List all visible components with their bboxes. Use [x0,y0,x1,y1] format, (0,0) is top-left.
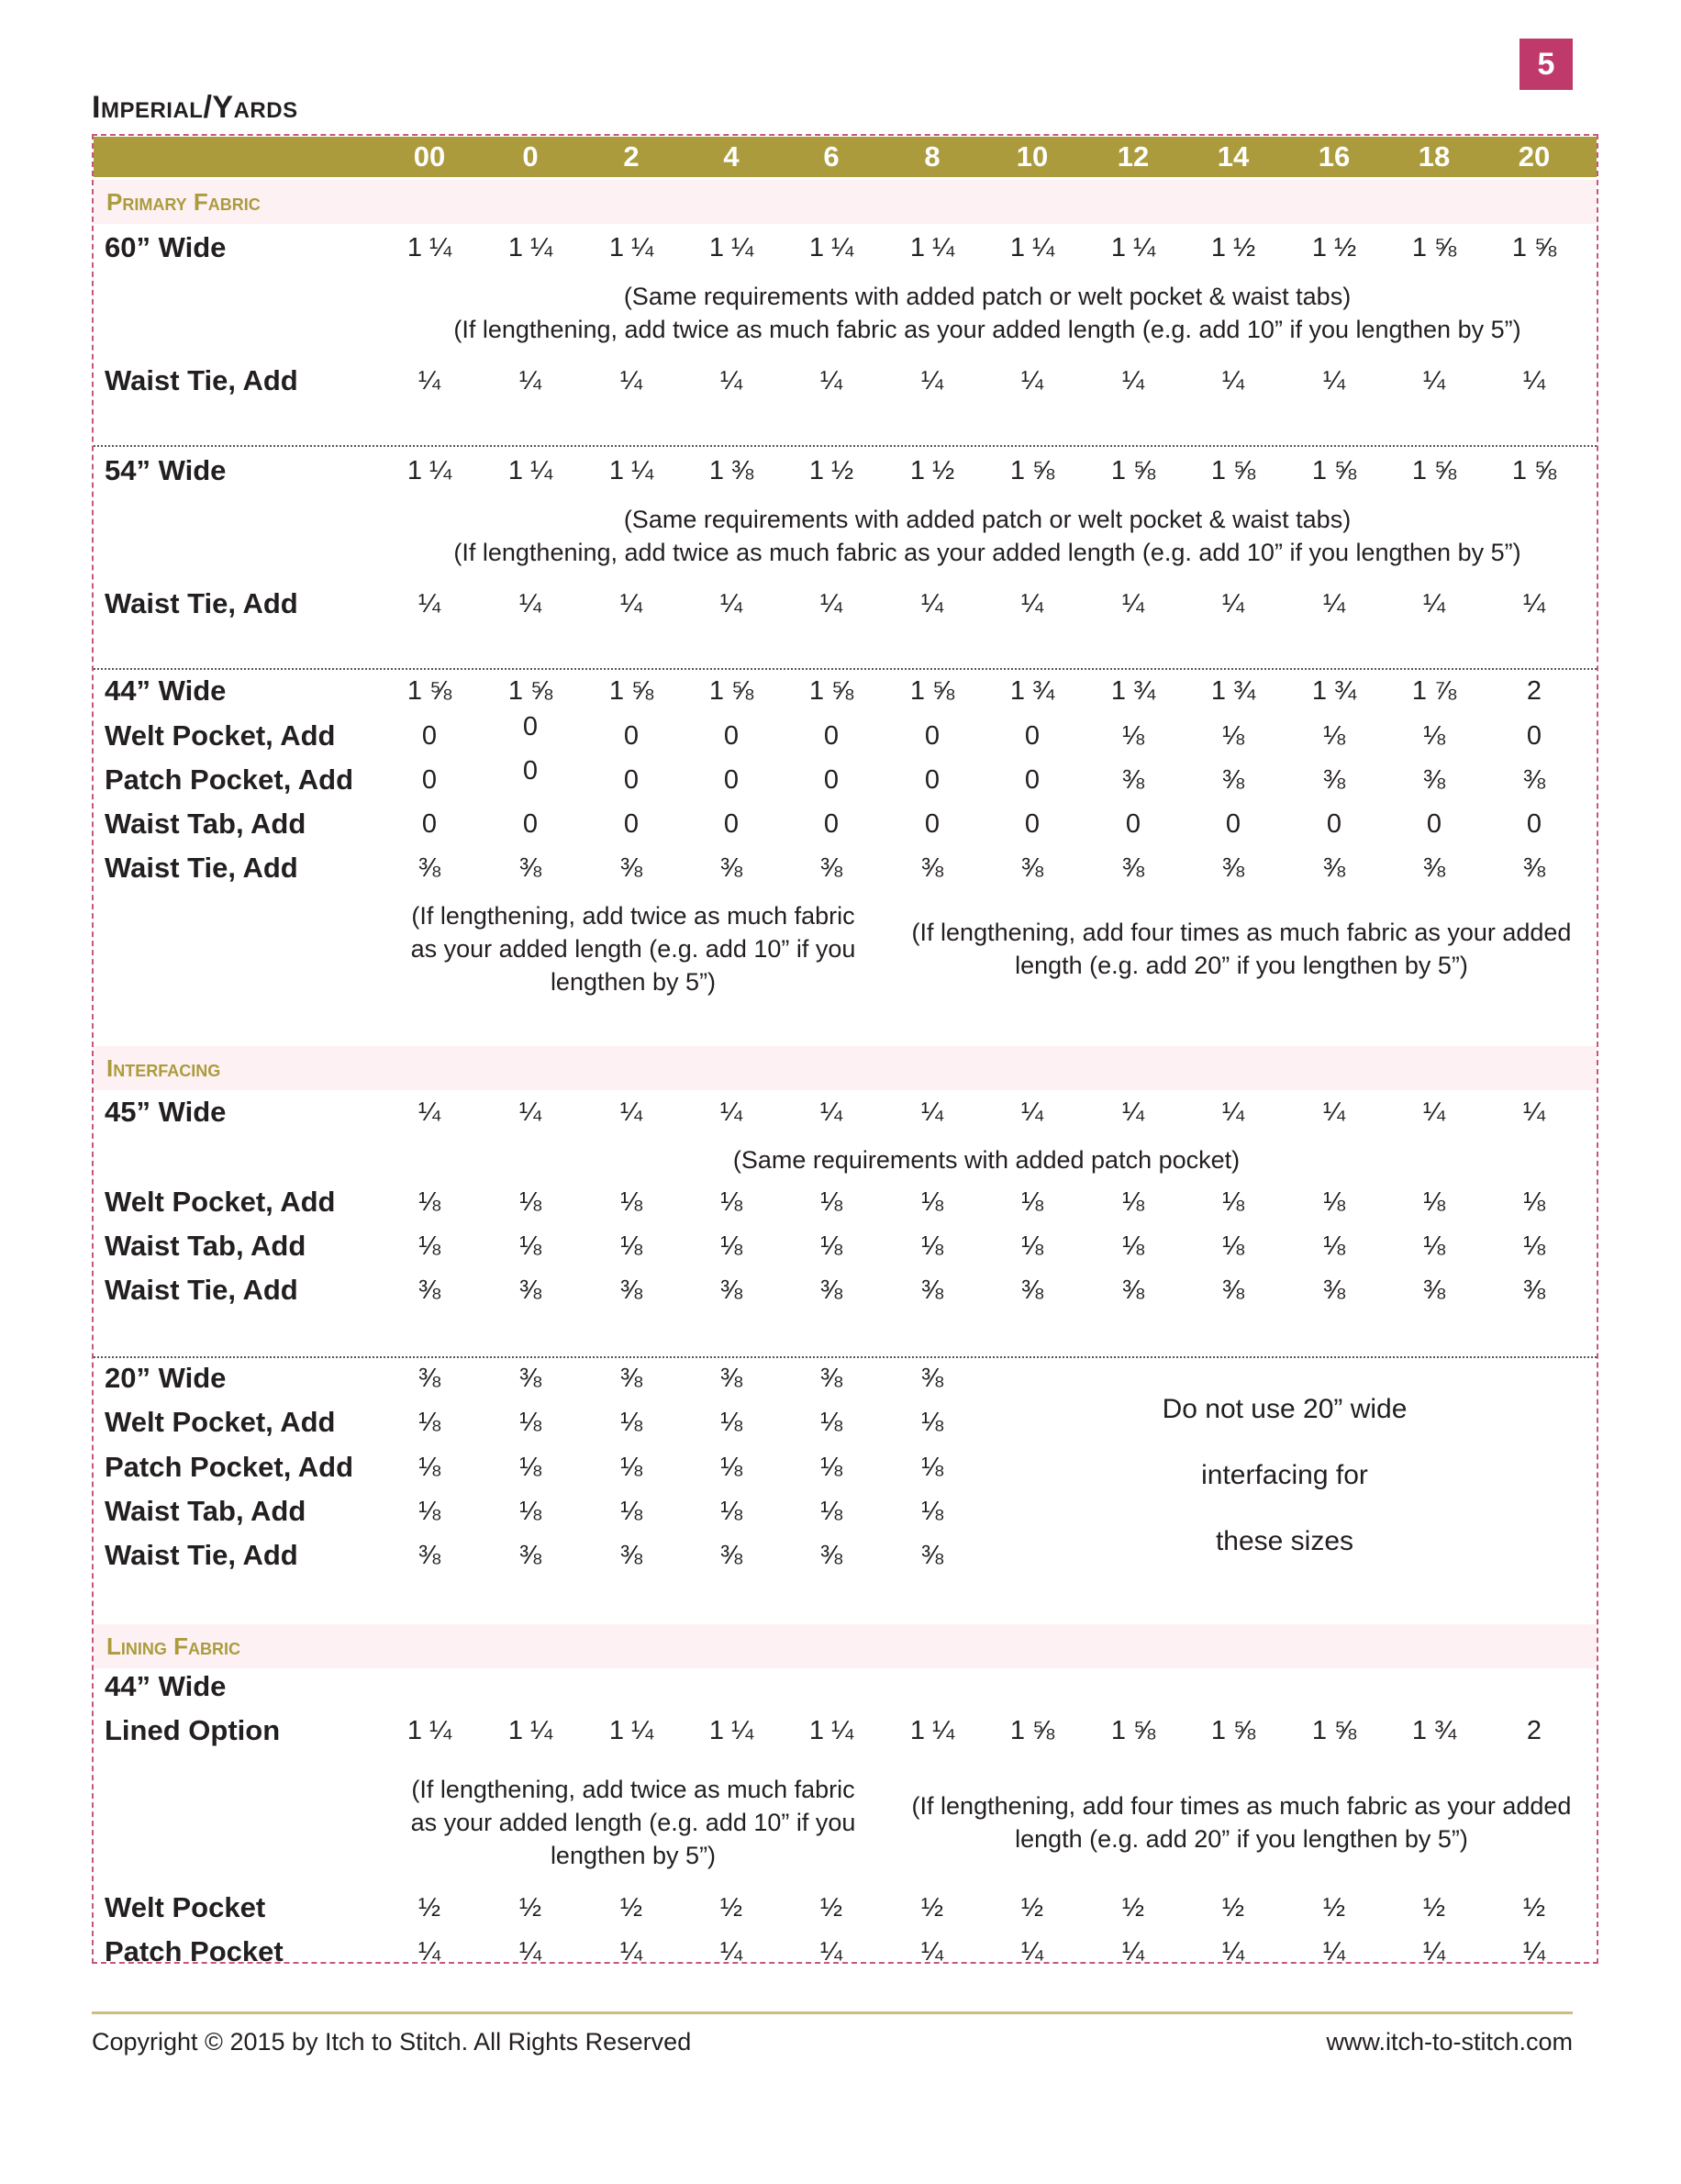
table-cell: ⅛ [417,1497,441,1526]
table-cell: ⅛ [819,1231,843,1261]
table-cell: 0 [924,721,941,751]
table-cell: ⅜ [518,1364,542,1393]
table-cell: ¼ [1020,366,1044,396]
table-cell: 1 ¼ [406,1716,452,1745]
table-cell: ⅜ [920,1541,944,1570]
note-line: length (e.g. add 20” if you lengthen by 5”) [1015,952,1468,979]
table-cell: ⅜ [1221,1276,1245,1305]
table-cell: ¼ [1121,1098,1145,1127]
table-cell: 1 ¼ [406,456,452,485]
table-cell: ½ [417,1893,441,1922]
note-line: interfacing for [1201,1460,1368,1490]
table-cell: ¼ [1020,589,1044,618]
table-cell: ¼ [819,366,843,396]
table-cell: ¼ [1322,589,1346,618]
table-cell: ¼ [1221,1937,1245,1967]
table-cell: ⅜ [920,1276,944,1305]
table-cell: ⅜ [920,1364,944,1393]
row-label: Welt Pocket, Add [105,1186,336,1218]
table-cell: ⅜ [920,853,944,883]
row-label: Welt Pocket [105,1891,266,1923]
table-cell: ⅜ [1221,853,1245,883]
table-cell: ⅜ [518,1276,542,1305]
table-cell: ⅛ [719,1497,743,1526]
table-cell: 1 ¼ [1110,233,1156,262]
table-cell: ⅜ [417,1364,441,1393]
row-label: 44” Wide [105,674,227,707]
table-cell: 1 ⅝ [1110,1716,1156,1745]
row-label: Patch Pocket, Add [105,763,354,796]
table-cell: 0 [1426,809,1442,839]
table-cell: ⅜ [1020,1276,1044,1305]
size-header-16: 16 [1318,140,1351,173]
size-header-00: 00 [413,140,446,173]
table-cell: 0 [924,809,941,839]
row-label: Waist Tie, Add [105,364,298,396]
table-cell: ¼ [1020,1098,1044,1127]
table-cell: ⅜ [1121,1276,1145,1305]
table-cell: ⅛ [619,1408,643,1437]
note-line: lengthen by 5”) [550,1842,717,1869]
table-cell: 0 [623,721,640,751]
table-cell: ⅛ [1522,1187,1546,1217]
table-cell: ⅜ [719,853,743,883]
table-cell: ½ [719,1893,743,1922]
table-cell: ⅜ [1121,765,1145,795]
table-cell: ¼ [1422,1937,1446,1967]
table-cell: ⅛ [1121,721,1145,751]
size-header-0: 0 [522,140,539,173]
table-cell: 0 [1225,809,1241,839]
row-label: Welt Pocket, Add [105,719,336,752]
note-line: lengthen by 5”) [550,968,717,996]
table-cell: ⅜ [619,1276,643,1305]
table-cell: ⅜ [417,1541,441,1570]
table-cell: ¼ [1522,589,1546,618]
table-cell: ¼ [1121,366,1145,396]
table-cell: 1 ¼ [406,233,452,262]
note-no-20-wide [1055,1376,1514,1575]
table-cell: ⅜ [1322,853,1346,883]
table-cell: 1 ¾ [1411,1716,1457,1745]
note-line: (If lengthening, add twice as much fabric [411,1776,855,1803]
row-label: Lined Option [105,1714,281,1746]
note-four-44 [886,916,1597,982]
note-line: these sizes [1215,1526,1354,1556]
note-same-req-54 [367,503,1608,569]
page-number-badge: 5 [1520,39,1573,90]
table-cell: ¼ [719,589,743,618]
table-cell: ¼ [1020,1937,1044,1967]
table-cell: 0 [723,809,740,839]
row-label: 20” Wide [105,1362,227,1394]
row-label: Waist Tie, Add [105,852,298,884]
table-cell: 1 ¼ [808,1716,854,1745]
table-cell: ¼ [920,366,944,396]
table-cell: ⅜ [1322,765,1346,795]
table-cell: ¼ [719,1937,743,1967]
table-cell: ⅛ [1121,1231,1145,1261]
table-cell: 1 ¾ [1210,676,1256,706]
table-cell: ⅛ [518,1231,542,1261]
table-cell: 1 ⅜ [708,456,754,485]
table-cell: 1 ⅝ [909,676,955,706]
table-cell: 1 ¼ [507,1716,553,1745]
table-cell: ⅛ [1322,721,1346,751]
table-cell: ⅜ [1522,1276,1546,1305]
size-header-12: 12 [1117,140,1150,173]
table-cell: ⅛ [417,1231,441,1261]
table-cell: ¼ [819,1937,843,1967]
table-cell: ¼ [417,1937,441,1967]
table-cell: ⅛ [1020,1187,1044,1217]
row-label: Patch Pocket, Add [105,1451,354,1483]
table-cell: ⅜ [819,853,843,883]
table-cell: 1 ⅝ [1511,456,1557,485]
table-cell: ⅜ [1221,765,1245,795]
table-cell: ⅛ [920,1497,944,1526]
table-cell: ⅜ [1422,853,1446,883]
table-cell: 1 ¼ [909,1716,955,1745]
row-label: Waist Tab, Add [105,1230,306,1262]
table-cell: 1 ½ [1210,233,1256,262]
table-cell: 0 [823,809,840,839]
table-cell: ⅜ [417,1276,441,1305]
table-cell: ⅛ [719,1231,743,1261]
size-header-8: 8 [924,140,941,173]
table-cell: ¼ [518,1937,542,1967]
table-cell: ¼ [1422,589,1446,618]
table-cell: ⅜ [1322,1276,1346,1305]
size-header-20: 20 [1518,140,1551,173]
size-header-10: 10 [1016,140,1049,173]
table-cell: ¼ [1221,589,1245,618]
table-cell: 1 ⅝ [1411,456,1457,485]
table-cell: 1 ⅝ [708,676,754,706]
table-cell: ½ [1522,1893,1546,1922]
table-cell: ½ [1121,1893,1145,1922]
note-twice-44 [385,899,881,998]
table-cell: ½ [619,1893,643,1922]
table-cell: 1 ¼ [708,1716,754,1745]
note-line: (Same requirements with added patch or welt pocket & waist tabs) [623,506,1352,533]
table-cell: ¼ [719,366,743,396]
table-cell: ⅜ [417,853,441,883]
section-band-primary [94,180,1597,224]
table-cell: ⅛ [1322,1187,1346,1217]
table-cell: 1 ⅝ [507,676,553,706]
table-cell: ⅜ [1422,1276,1446,1305]
table-cell: ⅛ [619,1187,643,1217]
row-label: 44” Wide [105,1670,227,1702]
section-band-interfacing [94,1046,1597,1090]
table-cell: 1 ⅝ [1311,456,1357,485]
table-cell: ⅜ [1422,765,1446,795]
table-cell: ¼ [1522,366,1546,396]
row-label: Waist Tab, Add [105,808,306,840]
table-cell: ¼ [619,1937,643,1967]
table-cell: ⅜ [719,1541,743,1570]
table-cell: ¼ [1221,366,1245,396]
table-cell: ¼ [1522,1937,1546,1967]
row-label: Waist Tie, Add [105,1274,298,1306]
note-line: (Same requirements with added patch pocket) [732,1146,1241,1174]
row-label: Waist Tie, Add [105,587,298,619]
note-line: Do not use 20” wide [1162,1394,1408,1424]
table-cell: 1 ½ [808,456,854,485]
table-cell: ⅜ [619,853,643,883]
table-cell: 1 ⅝ [608,676,654,706]
table-cell: 0 [421,765,438,795]
table-cell: 0 [522,809,539,839]
footer-website: www.itch-to-stitch.com [1326,2028,1573,2056]
table-cell: ⅛ [518,1187,542,1217]
table-cell: ¼ [417,589,441,618]
table-cell: 0 [623,765,640,795]
row-label: Welt Pocket, Add [105,1406,336,1438]
table-cell: ½ [1221,1893,1245,1922]
table-cell: 1 ¼ [808,233,854,262]
table-cell: ⅛ [1422,721,1446,751]
note-line: (If lengthening, add twice as much fabric [411,902,855,930]
row-label: Patch Pocket [105,1935,284,1967]
note-same-req-60 [367,280,1608,346]
table-cell: ⅛ [920,1231,944,1261]
table-cell: ½ [1020,1893,1044,1922]
table-cell: ½ [920,1893,944,1922]
row-label: Waist Tie, Add [105,1539,298,1571]
table-cell: ¼ [1322,366,1346,396]
table-cell: ⅜ [1522,765,1546,795]
table-cell: ⅛ [819,1453,843,1482]
table-cell: 1 ¾ [1311,676,1357,706]
table-cell: ⅛ [1221,721,1245,751]
table-cell: ¼ [819,589,843,618]
table-cell: 1 ⅝ [1411,233,1457,262]
table-cell: 1 ⅝ [1311,1716,1357,1745]
table-cell: 1 ⅞ [1411,676,1457,706]
table-cell: ¼ [819,1098,843,1127]
footer-rule [92,2011,1573,2014]
table-cell: 0 [723,765,740,795]
table-cell: ¼ [719,1098,743,1127]
row-label: 60” Wide [105,231,227,263]
table-cell: ¼ [920,1937,944,1967]
table-cell: 1 ½ [1311,233,1357,262]
divider-20 [94,1356,1597,1358]
table-cell: ⅜ [518,853,542,883]
divider-44 [94,668,1597,670]
note-twice-lining [385,1773,881,1872]
note-line: as your added length (e.g. add 10” if you [410,1809,856,1836]
table-cell: 0 [1326,809,1342,839]
divider-54 [94,445,1597,447]
note-line: (Same requirements with added patch or welt pocket & waist tabs) [623,283,1352,310]
table-cell: ⅛ [920,1408,944,1437]
table-cell: ⅜ [719,1364,743,1393]
table-cell: ¼ [1522,1098,1546,1127]
table-cell: 1 ⅝ [1210,456,1256,485]
table-cell: ⅛ [719,1408,743,1437]
table-cell: 0 [421,721,438,751]
table-cell: ⅛ [1422,1187,1446,1217]
table-cell: ⅛ [1020,1231,1044,1261]
table-cell: ¼ [1322,1937,1346,1967]
row-label: Waist Tab, Add [105,1495,306,1527]
table-cell: ⅛ [819,1408,843,1437]
table-cell: ⅛ [1522,1231,1546,1261]
row-label: 54” Wide [105,454,227,486]
table-cell: 2 [1526,676,1542,706]
table-cell: 1 ⅝ [1009,456,1055,485]
section-label-interfacing: Interfacing [106,1054,221,1082]
section-band-lining [94,1624,1597,1668]
table-cell: 1 ⅝ [1210,1716,1256,1745]
table-cell: ⅜ [819,1276,843,1305]
table-cell: ⅛ [719,1187,743,1217]
table-cell: 2 [1526,1716,1542,1745]
table-cell: 1 ¼ [608,456,654,485]
size-header-4: 4 [723,140,740,173]
table-cell: ⅛ [518,1497,542,1526]
table-cell: ¼ [518,589,542,618]
table-cell: 0 [1526,809,1542,839]
table-cell: 1 ¾ [1009,676,1055,706]
note-line: (If lengthening, add twice as much fabric as your added length (e.g. add 10” if you lengthen by 5”) [453,316,1521,343]
table-cell: 1 ¼ [507,233,553,262]
table-cell: 0 [723,721,740,751]
table-cell: ¼ [920,589,944,618]
table-cell: 0 [522,756,539,786]
table-cell: 1 ¼ [608,233,654,262]
table-cell: 1 ¼ [608,1716,654,1745]
footer-copyright: Copyright © 2015 by Itch to Stitch. All Rights Reserved [92,2028,692,2056]
note-line: (If lengthening, add four times as much fabric as your added [911,1792,1572,1820]
table-cell: ⅜ [1522,853,1546,883]
table-cell: 1 ¾ [1110,676,1156,706]
table-cell: 0 [522,712,539,741]
table-cell: 0 [623,809,640,839]
table-cell: 0 [1125,809,1141,839]
table-cell: ¼ [518,1098,542,1127]
table-cell: ¼ [518,366,542,396]
table-cell: ½ [1322,1893,1346,1922]
table-cell: ⅜ [619,1541,643,1570]
page-title: Imperial/Yards [92,90,298,125]
table-cell: ⅛ [719,1453,743,1482]
size-header-18: 18 [1418,140,1451,173]
table-cell: ⅛ [417,1187,441,1217]
note-line: (If lengthening, add four times as much fabric as your added [911,919,1572,946]
table-cell: 1 ⅝ [1511,233,1557,262]
table-cell: 1 ⅝ [406,676,452,706]
section-label-lining: Lining Fabric [106,1632,240,1660]
table-cell: 0 [1024,809,1041,839]
table-cell: ¼ [1422,1098,1446,1127]
table-cell: ⅛ [619,1453,643,1482]
table-cell: ½ [819,1893,843,1922]
table-cell: ⅜ [719,1276,743,1305]
table-cell: ⅜ [1121,853,1145,883]
table-cell: ⅛ [518,1453,542,1482]
table-cell: 0 [1024,721,1041,751]
table-cell: 1 ⅝ [1009,1716,1055,1745]
table-cell: ⅛ [417,1408,441,1437]
table-cell: ⅜ [518,1541,542,1570]
section-label-primary: Primary Fabric [106,188,261,216]
table-cell: ⅛ [1221,1187,1245,1217]
table-cell: 1 ¼ [708,233,754,262]
table-cell: ⅛ [1422,1231,1446,1261]
table-cell: ¼ [1422,366,1446,396]
note-line: (If lengthening, add twice as much fabric as your added length (e.g. add 10” if you lengthen by 5”) [453,539,1521,566]
table-cell: 0 [1024,765,1041,795]
table-cell: ⅜ [1020,853,1044,883]
table-cell: ⅛ [1121,1187,1145,1217]
table-cell: ⅛ [819,1497,843,1526]
table-cell: ⅛ [920,1187,944,1217]
table-cell: 1 ⅝ [1110,456,1156,485]
row-label: 45” Wide [105,1096,227,1128]
table-cell: 1 ⅝ [808,676,854,706]
note-line: as your added length (e.g. add 10” if you [410,935,856,963]
table-cell: ⅜ [819,1541,843,1570]
table-cell: 1 ¼ [909,233,955,262]
table-cell: ¼ [1121,589,1145,618]
table-cell: 1 ¼ [1009,233,1055,262]
table-cell: ⅛ [819,1187,843,1217]
table-cell: ⅛ [619,1497,643,1526]
table-cell: ⅛ [920,1453,944,1482]
table-cell: 0 [823,721,840,751]
table-cell: 0 [1526,721,1542,751]
table-cell: 1 ¼ [507,456,553,485]
table-cell: ½ [1422,1893,1446,1922]
table-cell: ¼ [619,1098,643,1127]
table-cell: ⅜ [819,1364,843,1393]
note-line: length (e.g. add 20” if you lengthen by 5”) [1015,1825,1468,1853]
table-cell: ⅛ [518,1408,542,1437]
table-cell: 0 [924,765,941,795]
table-cell: ¼ [1221,1098,1245,1127]
table-cell: ¼ [417,1098,441,1127]
table-cell: ¼ [920,1098,944,1127]
size-header-2: 2 [623,140,640,173]
table-cell: ⅜ [619,1364,643,1393]
note-four-lining [886,1789,1597,1855]
table-cell: ⅛ [1221,1231,1245,1261]
table-cell: ¼ [619,589,643,618]
size-header-6: 6 [823,140,840,173]
table-cell: ⅛ [417,1453,441,1482]
table-cell: 0 [823,765,840,795]
table-cell: ¼ [1121,1937,1145,1967]
table-cell: 1 ½ [909,456,955,485]
note-interfacing-same [551,1143,1422,1176]
table-cell: ⅛ [1322,1231,1346,1261]
table-cell: 0 [421,809,438,839]
table-cell: ½ [518,1893,542,1922]
table-cell: ⅛ [619,1231,643,1261]
table-cell: ¼ [619,366,643,396]
table-cell: ¼ [417,366,441,396]
size-header-14: 14 [1217,140,1250,173]
table-cell: ¼ [1322,1098,1346,1127]
